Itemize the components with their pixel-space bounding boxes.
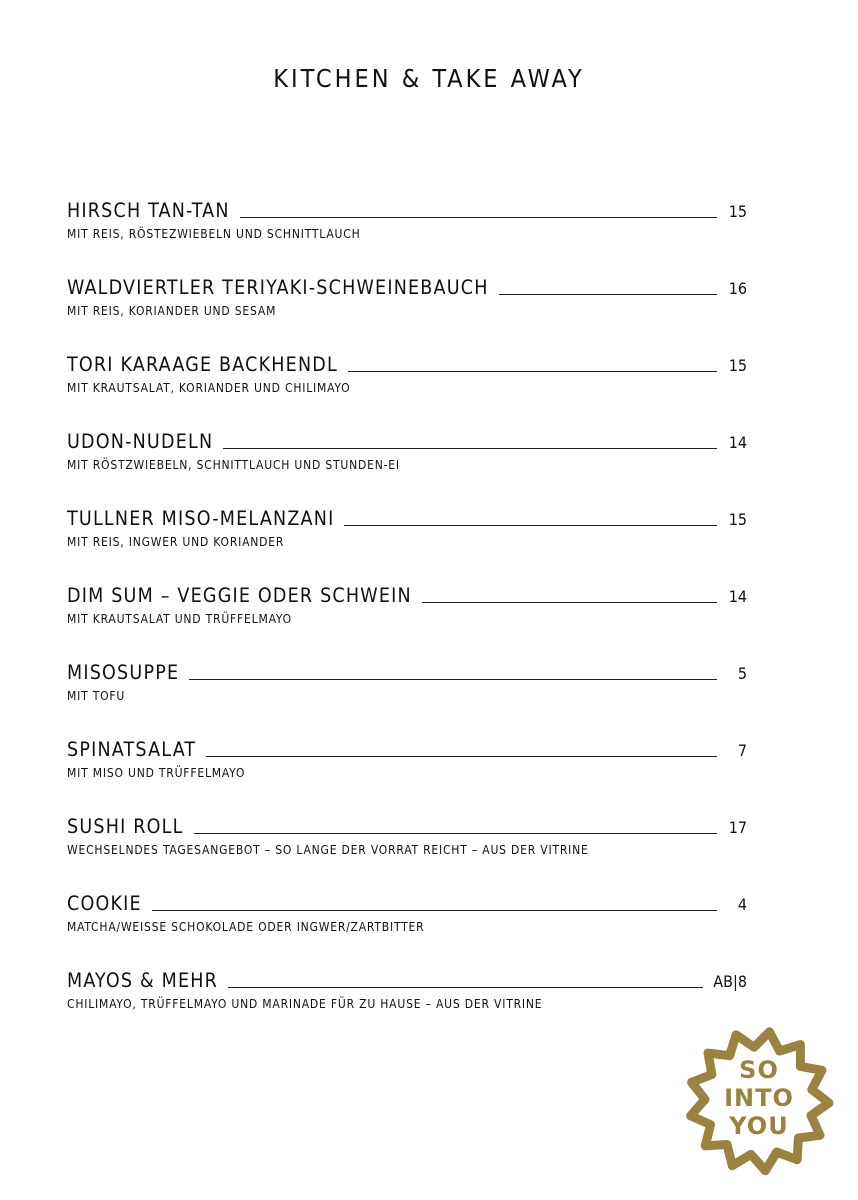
menu-item <box>67 272 747 349</box>
dotted-rule <box>344 525 717 526</box>
item-price: 16 <box>728 279 747 298</box>
item-name: TORI KARAAGE BACKHENDL <box>67 353 338 376</box>
item-price: 14 <box>728 587 747 606</box>
dotted-rule <box>499 294 717 295</box>
item-description: CHILIMAYO, TRÜFFELMAYO UND MARINADE FÜR ZU HAUSE – AUS DER VITRINE <box>67 997 543 1011</box>
dotted-rule <box>348 371 717 372</box>
menu-item <box>67 811 747 888</box>
so-into-you-logo <box>680 1022 838 1180</box>
item-description: MIT KRAUTSALAT, KORIANDER UND CHILIMAYO <box>67 381 351 395</box>
menu-item <box>67 503 747 580</box>
menu-list <box>67 195 747 1042</box>
dotted-rule <box>228 987 703 988</box>
logo-text-you: YOU <box>729 1112 789 1140</box>
menu-item <box>67 657 747 734</box>
item-description: MIT REIS, KORIANDER UND SESAM <box>67 304 277 318</box>
logo-text-so: SO <box>739 1056 779 1084</box>
item-price: 17 <box>728 818 747 837</box>
menu-item <box>67 580 747 657</box>
item-name: MAYOS & MEHR <box>67 969 219 992</box>
item-description: MIT TOFU <box>67 689 126 703</box>
item-name: TULLNER MISO-MELANZANI <box>67 507 335 530</box>
dotted-rule <box>422 602 717 603</box>
menu-item <box>67 426 747 503</box>
item-price: 4 <box>737 895 747 914</box>
item-description: MIT RÖSTZWIEBELN, SCHNITTLAUCH UND STUNDEN-EI <box>67 458 400 472</box>
item-price: 5 <box>737 664 747 683</box>
item-name: WALDVIERTLER TERIYAKI-SCHWEINEBAUCH <box>67 276 489 299</box>
dotted-rule <box>206 756 717 757</box>
item-description: MATCHA/WEISSE SCHOKOLADE ODER INGWER/ZARTBITTER <box>67 920 425 934</box>
item-price: 15 <box>728 510 747 529</box>
item-description: MIT REIS, INGWER UND KORIANDER <box>67 535 285 549</box>
item-name: HIRSCH TAN-TAN <box>67 199 230 222</box>
item-name: MISOSUPPE <box>67 661 180 684</box>
item-price: 14 <box>728 433 747 452</box>
item-description: MIT KRAUTSALAT UND TRÜFFELMAYO <box>67 612 292 626</box>
menu-item <box>67 195 747 272</box>
item-name: SPINATSALAT <box>67 738 197 761</box>
dotted-rule <box>194 833 717 834</box>
item-name: UDON-NUDELN <box>67 430 214 453</box>
menu-item <box>67 965 747 1042</box>
item-price: 15 <box>728 202 747 221</box>
item-description: MIT MISO UND TRÜFFELMAYO <box>67 766 246 780</box>
item-price: 7 <box>737 741 747 760</box>
item-description: MIT REIS, RÖSTEZWIEBELN UND SCHNITTLAUCH <box>67 227 361 241</box>
logo-text-into: INTO <box>724 1084 794 1112</box>
menu-item <box>67 349 747 426</box>
item-description: WECHSELNDES TAGESANGEBOT – SO LANGE DER VORRAT REICHT – AUS DER VITRINE <box>67 843 589 857</box>
item-price: AB|8 <box>713 972 747 991</box>
dotted-rule <box>223 448 717 449</box>
dotted-rule <box>152 910 717 911</box>
item-name: COOKIE <box>67 892 142 915</box>
item-name: DIM SUM – VEGGIE ODER SCHWEIN <box>67 584 412 607</box>
item-name: SUSHI ROLL <box>67 815 184 838</box>
dotted-rule <box>240 217 717 218</box>
item-price: 15 <box>728 356 747 375</box>
page-title: KITCHEN & TAKE AWAY <box>273 64 585 93</box>
dotted-rule <box>189 679 717 680</box>
menu-item <box>67 888 747 965</box>
menu-item <box>67 734 747 811</box>
